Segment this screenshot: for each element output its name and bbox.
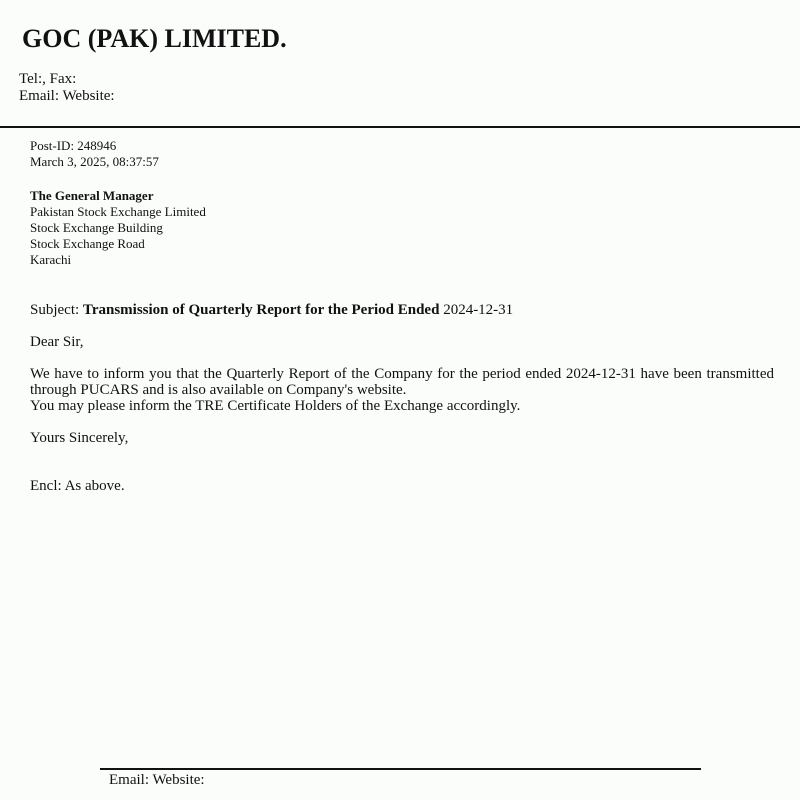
post-meta — [30, 138, 159, 170]
post-id: Post-ID: 248946 — [30, 138, 117, 153]
subject-date: 2024-12-31 — [443, 302, 514, 318]
header-divider — [0, 126, 800, 128]
addressee-line: Karachi — [30, 252, 72, 267]
addressee-line: Pakistan Stock Exchange Limited — [30, 204, 206, 219]
body-text: We have to inform you that the Quarterly Report of the Company for the period ended 2024-12-31 have been transmitted through PUCARS and is also available on Company's website. — [30, 366, 774, 398]
footer-email-website: Email: Website: — [109, 772, 205, 788]
tel-fax-line: Tel:, Fax: — [19, 71, 77, 87]
post-datetime: March 3, 2025, 08:37:57 — [30, 154, 159, 169]
footer-divider — [100, 768, 701, 770]
addressee-line: Stock Exchange Building — [30, 220, 163, 235]
closing: Yours Sincerely, — [30, 430, 129, 446]
email-website-line: Email: Website: — [19, 88, 115, 104]
company-name: GOC (PAK) LIMITED. — [22, 24, 287, 53]
signature-space — [30, 462, 774, 478]
addressee-title: The General Manager — [30, 188, 154, 203]
letter-body — [30, 302, 774, 510]
subject-line — [30, 302, 774, 318]
addressee-line: Stock Exchange Road — [30, 236, 145, 251]
subject-title: Transmission of Quarterly Report for the Period Ended — [82, 302, 440, 318]
subject-label: Subject: — [30, 302, 80, 318]
enclosure: Encl: As above. — [30, 478, 125, 494]
body-text-2: You may please inform the TRE Certificate Holders of the Exchange accordingly. — [30, 398, 521, 414]
salutation: Dear Sir, — [30, 334, 84, 350]
body-paragraph — [30, 366, 774, 414]
header-contact-block — [19, 71, 115, 105]
addressee-block — [30, 188, 206, 268]
